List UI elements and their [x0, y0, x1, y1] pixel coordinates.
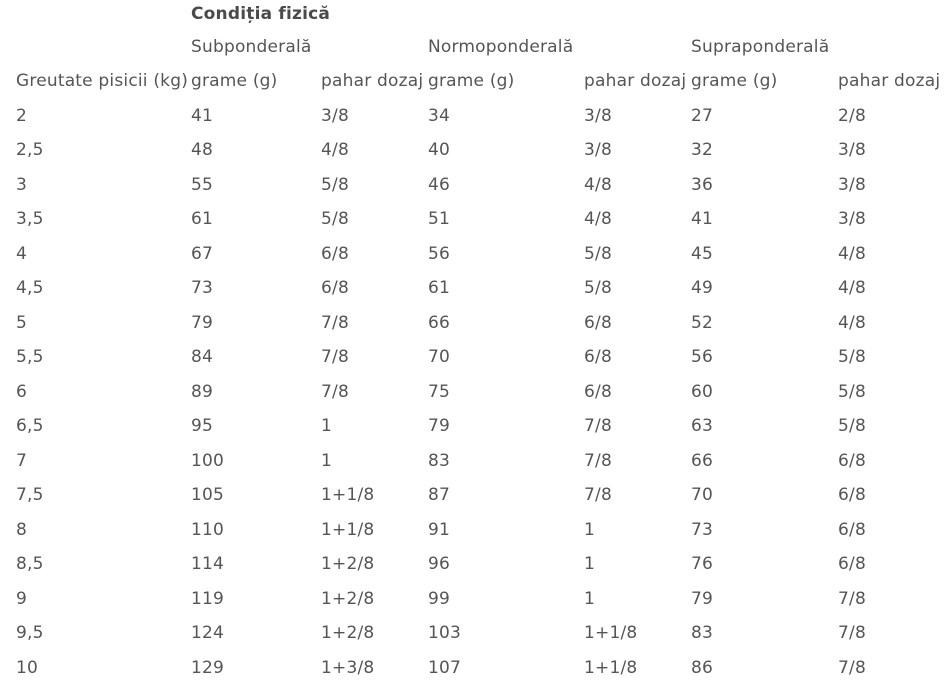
cell-cup-overweight: 3/8 [838, 209, 866, 229]
column-header-row [0, 64, 949, 99]
cell-grams-underweight: 114 [191, 554, 225, 574]
group-normal-weight: Normoponderală [428, 37, 574, 57]
header-cup-underweight: pahar dozaj [321, 71, 424, 91]
cell-grams-overweight: 27 [691, 105, 714, 126]
cell-grams-normal: 83 [428, 450, 451, 471]
cell-grams-underweight: 105 [191, 485, 225, 505]
table-row [0, 168, 949, 203]
cell-cup-underweight: 1+1/8 [321, 519, 375, 540]
cell-grams-overweight: 73 [691, 519, 714, 540]
cell-cup-underweight: 1 [321, 450, 333, 471]
cell-grams-underweight: 61 [191, 209, 214, 229]
header-grams-normal: grame (g) [428, 71, 515, 91]
cell-grams-overweight: 63 [691, 416, 714, 436]
cell-cat-weight: 2 [16, 105, 28, 126]
table-row [0, 444, 949, 479]
title-row [0, 0, 949, 30]
cell-cup-underweight: 6/8 [321, 243, 349, 264]
cell-grams-underweight: 119 [191, 588, 225, 609]
cell-cat-weight: 7 [16, 450, 28, 471]
cell-cup-normal: 6/8 [584, 381, 612, 402]
cell-cup-overweight: 7/8 [838, 588, 866, 609]
cell-grams-normal: 66 [428, 312, 451, 333]
cell-grams-underweight: 95 [191, 416, 214, 436]
cell-grams-normal: 34 [428, 105, 451, 126]
cell-grams-normal: 87 [428, 485, 451, 505]
cell-cup-normal: 1 [584, 554, 596, 574]
cell-cup-underweight: 1+1/8 [321, 485, 375, 505]
cell-grams-underweight: 48 [191, 140, 214, 160]
cell-grams-overweight: 49 [691, 278, 714, 298]
table-row [0, 582, 949, 617]
cell-grams-underweight: 67 [191, 243, 214, 264]
cell-cup-underweight: 7/8 [321, 347, 349, 367]
table-row [0, 202, 949, 237]
cell-grams-overweight: 76 [691, 554, 714, 574]
group-underweight: Subponderală [191, 37, 312, 57]
cell-grams-underweight: 110 [191, 519, 225, 540]
cell-cup-normal: 1+1/8 [584, 657, 638, 678]
cell-cup-overweight: 4/8 [838, 243, 866, 264]
table-row [0, 409, 949, 444]
cell-cat-weight: 3 [16, 174, 28, 195]
cell-cup-normal: 3/8 [584, 105, 612, 126]
cell-grams-overweight: 32 [691, 140, 714, 160]
table-body [0, 99, 949, 686]
cell-grams-underweight: 73 [191, 278, 214, 298]
cell-grams-normal: 107 [428, 657, 462, 678]
cell-cup-underweight: 3/8 [321, 105, 349, 126]
cell-cup-overweight: 4/8 [838, 278, 866, 298]
cell-cup-overweight: 2/8 [838, 105, 866, 126]
cell-cat-weight: 9,5 [16, 623, 44, 643]
cell-grams-overweight: 70 [691, 485, 714, 505]
header-grams-underweight: grame (g) [191, 71, 278, 91]
cell-cat-weight: 8,5 [16, 554, 44, 574]
cell-grams-underweight: 129 [191, 657, 225, 678]
header-cup-overweight: pahar dozaj [838, 71, 941, 91]
header-grams-overweight: grame (g) [691, 71, 778, 91]
cell-cup-overweight: 5/8 [838, 416, 866, 436]
cell-grams-normal: 51 [428, 209, 451, 229]
cell-cup-overweight: 7/8 [838, 657, 866, 678]
cell-cup-underweight: 4/8 [321, 140, 349, 160]
cell-grams-underweight: 41 [191, 105, 214, 126]
cell-cup-underweight: 7/8 [321, 381, 349, 402]
cell-cat-weight: 3,5 [16, 209, 44, 229]
cell-cat-weight: 4 [16, 243, 28, 264]
cell-cat-weight: 6 [16, 381, 28, 402]
header-cat-weight: Greutate pisicii (kg) [16, 71, 189, 91]
cell-cup-normal: 7/8 [584, 416, 612, 436]
table-row [0, 513, 949, 548]
cell-cup-normal: 7/8 [584, 450, 612, 471]
cell-grams-overweight: 41 [691, 209, 714, 229]
cell-grams-overweight: 60 [691, 381, 714, 402]
cell-cup-overweight: 3/8 [838, 140, 866, 160]
cell-cup-normal: 6/8 [584, 312, 612, 333]
cell-grams-normal: 56 [428, 243, 451, 264]
table-row [0, 271, 949, 306]
table-row [0, 237, 949, 272]
cell-cup-underweight: 1+2/8 [321, 554, 375, 574]
cell-cup-overweight: 6/8 [838, 554, 866, 574]
cell-cup-underweight: 1+2/8 [321, 588, 375, 609]
cell-grams-normal: 70 [428, 347, 451, 367]
cell-cat-weight: 5 [16, 312, 28, 333]
cell-cat-weight: 4,5 [16, 278, 44, 298]
cell-cup-overweight: 6/8 [838, 519, 866, 540]
cell-cup-underweight: 7/8 [321, 312, 349, 333]
cell-grams-overweight: 36 [691, 174, 714, 195]
cell-grams-normal: 46 [428, 174, 451, 195]
cell-grams-underweight: 100 [191, 450, 225, 471]
cell-cup-overweight: 4/8 [838, 312, 866, 333]
cell-grams-underweight: 84 [191, 347, 214, 367]
cell-cup-normal: 4/8 [584, 209, 612, 229]
table-row [0, 340, 949, 375]
cell-cat-weight: 6,5 [16, 416, 44, 436]
table-title: Condiția fizică [191, 4, 331, 24]
cell-cup-overweight: 7/8 [838, 623, 866, 643]
cell-cat-weight: 9 [16, 588, 28, 609]
cell-grams-overweight: 86 [691, 657, 714, 678]
cell-grams-underweight: 79 [191, 312, 214, 333]
cell-cat-weight: 5,5 [16, 347, 44, 367]
cell-cup-normal: 3/8 [584, 140, 612, 160]
cell-cup-overweight: 5/8 [838, 347, 866, 367]
cell-cat-weight: 10 [16, 657, 39, 678]
cell-grams-normal: 40 [428, 140, 451, 160]
cell-grams-normal: 99 [428, 588, 451, 609]
cell-grams-normal: 79 [428, 416, 451, 436]
group-overweight: Supraponderală [691, 37, 830, 57]
table-row [0, 478, 949, 513]
cell-grams-normal: 103 [428, 623, 462, 643]
cell-cup-normal: 7/8 [584, 485, 612, 505]
cell-grams-underweight: 55 [191, 174, 214, 195]
table-row [0, 547, 949, 582]
cell-cup-overweight: 6/8 [838, 485, 866, 505]
cell-grams-normal: 91 [428, 519, 451, 540]
cell-cup-underweight: 1+2/8 [321, 623, 375, 643]
table-row [0, 306, 949, 341]
cell-cat-weight: 7,5 [16, 485, 44, 505]
cell-cat-weight: 8 [16, 519, 28, 540]
cell-grams-overweight: 66 [691, 450, 714, 471]
cell-cup-overweight: 3/8 [838, 174, 866, 195]
cell-cup-normal: 1+1/8 [584, 623, 638, 643]
table-row [0, 375, 949, 410]
cell-grams-normal: 61 [428, 278, 451, 298]
header-cup-normal: pahar dozaj [584, 71, 687, 91]
cell-grams-overweight: 83 [691, 623, 714, 643]
cell-grams-overweight: 52 [691, 312, 714, 333]
table-row [0, 651, 949, 686]
cell-cup-underweight: 1 [321, 416, 333, 436]
cell-cup-normal: 1 [584, 519, 596, 540]
cell-cup-overweight: 6/8 [838, 450, 866, 471]
group-header-row [0, 30, 949, 64]
cell-grams-overweight: 45 [691, 243, 714, 264]
cell-cup-normal: 4/8 [584, 174, 612, 195]
cell-cup-underweight: 6/8 [321, 278, 349, 298]
cell-grams-overweight: 79 [691, 588, 714, 609]
cell-grams-underweight: 89 [191, 381, 214, 402]
cell-grams-underweight: 124 [191, 623, 225, 643]
cell-cup-normal: 5/8 [584, 278, 612, 298]
cell-cup-normal: 6/8 [584, 347, 612, 367]
cell-cup-underweight: 5/8 [321, 174, 349, 195]
cell-cup-underweight: 5/8 [321, 209, 349, 229]
table-row [0, 133, 949, 168]
cell-cup-normal: 5/8 [584, 243, 612, 264]
cell-cup-underweight: 1+3/8 [321, 657, 375, 678]
cell-cup-overweight: 5/8 [838, 381, 866, 402]
cell-grams-normal: 75 [428, 381, 451, 402]
cell-cat-weight: 2,5 [16, 140, 44, 160]
table-row [0, 616, 949, 651]
cell-grams-normal: 96 [428, 554, 451, 574]
cell-cup-normal: 1 [584, 588, 596, 609]
cell-grams-overweight: 56 [691, 347, 714, 367]
table-row [0, 99, 949, 134]
